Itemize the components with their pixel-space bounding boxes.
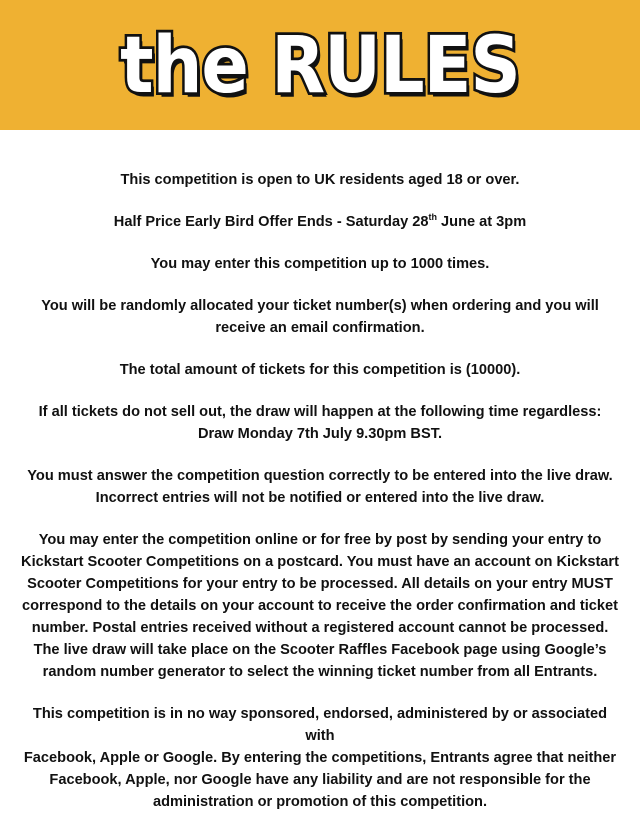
rule-total-tickets <box>18 359 622 381</box>
rule-text: Scooter Competitions for your entry to be processed. All details on your entry MUST <box>27 576 613 592</box>
rule-text: June at 3pm <box>436 214 527 230</box>
header-banner <box>0 0 640 130</box>
rule-competition-question <box>18 465 622 509</box>
rule-text: administration or promotion of this competition. <box>152 794 488 810</box>
rule-postal-entry <box>18 529 622 683</box>
rule-text: You may enter the competition online or for free by post by sending your entry to <box>38 532 602 548</box>
rule-text: You will be randomly allocated your ticket number(s) when ordering and you will <box>41 298 599 314</box>
rule-text: Kickstart Scooter Competitions on a postcard. You must have an account on Kickstart <box>21 554 619 570</box>
rule-draw-time <box>18 401 622 445</box>
rule-text: Facebook, Apple, nor Google have any liability and are not responsible for the <box>49 772 591 788</box>
rule-text: Draw Monday 7th July 9.30pm BST. <box>197 426 443 442</box>
rule-text: receive an email confirmation. <box>215 320 425 336</box>
rule-text: If all tickets do not sell out, the draw will happen at the following time regardless: <box>38 404 602 420</box>
rule-text: Half Price Early Bird Offer Ends - Saturday 28 <box>113 214 429 230</box>
ordinal-suffix: th <box>428 212 437 222</box>
rule-early-bird-offer <box>18 211 622 233</box>
rule-text: This competition is open to UK residents aged 18 or over. <box>120 172 520 188</box>
rule-text: Incorrect entries will not be notified or entered into the live draw. <box>95 490 545 506</box>
rule-text: You may enter this competition up to 1000 times. <box>150 256 490 272</box>
rule-entry-limit <box>18 253 622 275</box>
rules-title-logo: the RULES <box>120 19 520 111</box>
rule-disclaimer <box>18 703 622 813</box>
rules-content <box>0 130 640 810</box>
rule-text: The live draw will take place on the Scooter Raffles Facebook page using Google’s <box>33 642 607 658</box>
rule-text: This competition is in no way sponsored, endorsed, administered by or associated with <box>32 706 608 744</box>
rule-text: You must answer the competition question correctly to be entered into the live draw. <box>27 468 613 484</box>
rule-ticket-allocation <box>18 295 622 339</box>
rule-eligibility <box>18 169 622 191</box>
rule-text: correspond to the details on your account to receive the order confirmation and ticket <box>21 598 619 614</box>
rule-text: number. Postal entries received without a registered account cannot be processed. <box>31 620 609 636</box>
rule-text: Facebook, Apple or Google. By entering the competitions, Entrants agree that neither <box>23 750 617 766</box>
rule-text: random number generator to select the winning ticket number from all Entrants. <box>42 664 598 680</box>
rule-text: The total amount of tickets for this competition is (10000). <box>119 362 521 378</box>
